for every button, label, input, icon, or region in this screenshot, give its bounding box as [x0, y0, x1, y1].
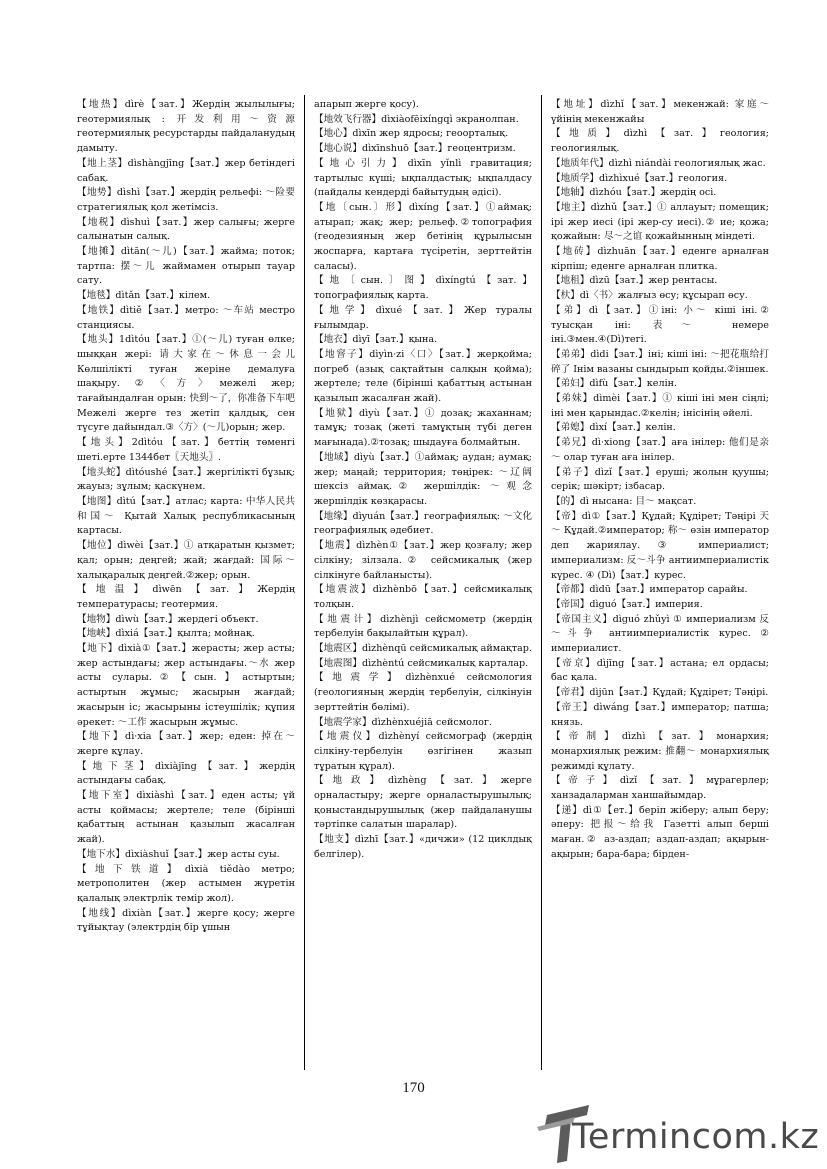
dictionary-entry: 【地线】dìxiàn【зат.】жерге қосу; жерге тұйықтау (электрдің бір ұшын: [77, 907, 295, 934]
dictionary-entry: 【地震图】dìzhèntú сейсмикалық карталар.: [314, 657, 529, 669]
dictionary-entry: 【弟】dì【зат.】①іні: 小～ кіші іні.② туысқан іні: 表～ немере іні.③мен.④(Dì)тегі.: [551, 304, 769, 346]
dictionary-entry: 【地质年代】dìzhì niándài геологиялық жас.: [551, 157, 766, 169]
dictionary-entry: 【地质学】dìzhìxué【зат.】геология.: [551, 172, 728, 184]
dictionary-entry: 【帝王】dìwáng【зат.】император; патша; князь.: [551, 701, 769, 728]
dictionary-entry: 【地下室】dìxiàshì【зат.】еден асты; үй асты қоймасы; жертеле; теле (бірінші қабаттың астынан қазылып жасалған жай).: [77, 790, 295, 846]
page-number: 170: [402, 1080, 425, 1096]
column-divider-left: [304, 95, 305, 1070]
dictionary-entry: 【地心说】dìxīnshuō【зат.】геоцентризм.: [314, 143, 516, 155]
dictionary-entry: 【地震学】dìzhènxué сейсмология (геологияның жердің тербелуін, сілкінуін зерттейтін бөлімі).: [314, 672, 532, 713]
dictionary-entry: 【地震】dìzhèn①【зат.】жер қозғалу; жер сілкіну; зілзала.② сейсмикалық (жер сілкінуге байланысты).: [314, 540, 532, 581]
dictionary-entry: 【地政】dìzhèng【зат.】жерге орналастыру; жерге орналастырушылық; қоныстандырушылық (жер пайдаланушы тәртіпке салатын шаралар).: [314, 775, 532, 831]
dictionary-entry: 【地租】dìzū【зат.】жер рентасы.: [551, 275, 718, 287]
dictionary-entry: 【地心】dìxīn жер ядросы; геоорталық.: [314, 128, 509, 140]
dictionary-column-1: [77, 98, 295, 936]
dictionary-entry: 【帝国主义】dìguó zhǔyì ① империализм 反～斗争 антиимпериалистік курес. ② империалист.: [551, 613, 769, 655]
dictionary-entry: 【地头】2dìtóu【зат.】беттің төменгі шеті.ерте 1344бет〖天地头〗.: [77, 437, 295, 463]
dictionary-entry: 【地毯】dìtǎn【зат.】кілем.: [77, 290, 211, 302]
dictionary-entry: 【地缘】dìyuán【зат.】географиялық: ～文化 географиялық әдебиет.: [314, 510, 532, 537]
dictionary-entry: 【地域】dìyù【зат.】①аймақ; аудан; аумақ; жер; маңай; территория; төңірек: ～辽阔 шексіз аймақ.② жершілдік: ～观念 жершілдік көзқарасы.: [314, 451, 532, 507]
dictionary-entry: 【地头蛇】dìtóushé【зат.】жергілікті бұзық; жауыз; зұлым; қаскүнем.: [77, 466, 295, 493]
dictionary-entry: 【地势】dìshì【зат.】жердің рельефі: ～险要 стратегиялық қол жетімсіз.: [77, 187, 295, 213]
dictionary-entry: 【地头】1dìtóu【зат.】①(～儿) туған өлке; шыққан жері: 请大家在～休息一会儿 Көлшілікті туған жеріне демалуға шақыру. ②〈方〉межелі жер; тағайындалған орын: 快到～了，你准备下车吧 Межелі жерге тез жетіп қалдық, сен түсуге дайындал.③〈方〉(～儿)орын; жер.: [77, 334, 295, 434]
dictionary-entry: 【地震学家】dìzhènxuéjiā сейсмолог.: [314, 716, 492, 728]
dictionary-entry: 【地下茎】dìxiàjīng【зат.】жердің астындағы сабақ.: [77, 760, 295, 787]
dictionary-column-3: [551, 98, 769, 863]
dictionary-entry: 【地下铁道】dìxià tiědào метро; метрополитен (жер астымен жүретін қалалық электрлік темір жол).: [77, 863, 295, 904]
dictionary-entry: 【弟兄】dì·xiong【зат.】аға інілер: 他们是亲～ олар туған аға інілер.: [551, 437, 769, 463]
dictionary-entry: 【帝君】dìjūn【зат.】Құдай; Құдірет; Тәңірі.: [551, 687, 769, 699]
dictionary-entry: 【弟妹】dìmèi【зат.】① кіші іні мен сіңлі; іні мен қарындас.②келін; інісінің әйелі.: [551, 393, 769, 419]
dictionary-entry: 【地支】dìzhī【зат.】«дичжи» (12 циклдық белгілер).: [314, 834, 532, 860]
dictionary-entry: 【地砖】dìzhuān【зат.】еденге арналған кірпіш; еденге арналған плитка.: [551, 246, 769, 272]
dictionary-entry: 【地学】dìxué【зат.】Жер туралы ғылымдар.: [314, 304, 532, 331]
dictionary-entry: 【地摊】dìtān(～儿)【зат.】жайма; поток; тартпа: 摆～儿 жаймамен отырып тауар сату.: [77, 246, 295, 287]
dictionary-entry: 【帝制】dìzhì【зат.】монархия; монархиялық режим: 推翻～ монархиялық режимді құлату.: [551, 731, 769, 772]
dictionary-entry: 【地下】dìxià①【зат.】жерасты; жер асты; жер астындағы; жер астындағы.～水 жер асты сулары.②【сын.】астыртын; астыртын жұмыс; жасырын жағдай; жасырын іс; жасырыны істеушілік; құпия әрекет: ～工作 жасырын жұмыс.: [77, 643, 295, 728]
dictionary-entry: 【地税】dìshuì【зат.】жер салығы; жерге салынатын салық.: [77, 216, 295, 243]
dictionary-entry: 【地衣】dìyī【зат.】қына.: [314, 334, 438, 346]
dictionary-entry: 【帝子】dìzǐ【зат.】мұрагерлер; ханзадаларман ханшайымдар.: [551, 775, 769, 802]
dictionary-entry: 【杕】dì〈书〉жалғыз өсу; құсырап өсу.: [551, 290, 748, 302]
dictionary-column-2: [314, 98, 532, 863]
dictionary-entry: 【弟子】dìzǐ【зат.】еруші; жолын қуушы; серік; шәкірт; ізбасар.: [551, 466, 769, 493]
dictionary-entry: 【地上茎】dìshàngjīng【зат.】жер бетіндегі сабақ.: [77, 157, 295, 184]
dictionary-entry: 【的】dì нысана: 目～ мақсат.: [551, 495, 697, 507]
dictionary-entry: 【地窨子】dìyìn·zi〈口〉【зат.】жерқойма; погреб (азық сақтайтын салқын қойма); жертеле; теле (бірінші қабаттың астынан қазылып жасалған жай).: [314, 348, 532, 405]
dictionary-entry: 【弟媳】dìxí【зат.】келін.: [551, 422, 676, 434]
dictionary-entry: 【地效飞行器】dìxiàofēixíngqì экранолпан.: [314, 113, 519, 125]
dictionary-entry: 【地温】dìwēn【зат.】Жердің температурасы; геотермия.: [77, 584, 295, 610]
dictionary-entry: 【地物】dìwù【зат.】жердегі объект.: [77, 613, 259, 625]
dictionary-entry: 【帝】dì①【зат.】Құдай; Құдірет; Тәңірі 天～ Құдай.②император; 称～ өзін император деп жариялау. ③ империалист; империализм: 反～斗争 антиимпериалистік күрес. ④ (Dì)【зат.】курес.: [551, 510, 769, 581]
dictionary-entry: 【地址】dìzhǐ【зат.】мекенжай: 家庭～ үйінің мекенжайы: [551, 99, 769, 125]
dictionary-entry: 【弟妇】dìfù【зат.】келін.: [551, 378, 678, 390]
dictionary-entry: 【地震区】dìzhènqū сейсмикалық аймақтар.: [314, 643, 532, 655]
dictionary-entry: 【地热】dìrè【зат.】Жердің жылылығы; геотермиялық : 开发利用～资源 геотермиялық ресурстарды пайдаланудың дамыту.: [77, 99, 295, 155]
dictionary-entry: 【地主】dìzhǔ【зат.】① аллауыт; помещик; ірі жер иесі (ірі жер-су иесі).② ие; қожа; қожайын: 尽～之谊 қожайынның міндеті.: [551, 201, 769, 243]
dictionary-entry: 【地铁】dìtiě【зат.】метро: ～车站 местро станциясы.: [77, 304, 295, 331]
dictionary-entry: 【地〔сын.〕图】dìxíngtú【зат.】топографиялық карта.: [314, 275, 532, 302]
dictionary-entry: 【地位】dìwèi【зат.】① атқаратын қызмет; қал; орын; деңгей; жай; жағдай: 国际～ халықаралық деңгей.②жер; орын.: [77, 540, 295, 581]
dictionary-entry: 【地图】dìtú【зат.】атлас; карта: 中华人民共和国～ Қытай Халық республикасының картасы.: [77, 495, 295, 537]
dictionary-entry: 【递】dì①【ет.】беріп жіберу; алып беру; әперу: 把报～给我 Газетті алып берші маған.② аз-аздап; аздап-аздап; ақырын-ақырын; бара-бара; бірден-: [551, 804, 769, 860]
dictionary-entry: апарып жерге қосу).: [314, 99, 419, 110]
dictionary-entry: 【地质】dìzhì【зат.】геология; геологиялық.: [551, 128, 769, 155]
dictionary-entry: 【地震计】dìzhènjì сейсмометр (жердің тербелуін бақылайтын құрал).: [314, 613, 532, 640]
dictionary-entry: 【帝都】dìdū【зат.】император сарайы.: [551, 584, 748, 596]
dictionary-entry: 【帝京】dìjīng【зат.】астана; ел ордасы; бас қала.: [551, 657, 769, 684]
dictionary-entry: 【地狱】dìyù【зат.】① дозақ; жаханнам; тамұқ; тозақ (жеті тамұқтың түбі деген мағынада).②тозақ; шыдауға болмайтын.: [314, 407, 532, 449]
column-divider-right: [541, 95, 542, 1070]
dictionary-entry: 【弟弟】dìdi【зат.】іні; кіші іні: ～把花瓶给打碎了 Інім вазаны сындырып қойды.②іншек.: [551, 348, 769, 375]
dictionary-entry: 【地震波】dìzhènbō【зат.】сейсмикалық толқын.: [314, 584, 532, 610]
dictionary-entry: 【地下】dì·xia【зат.】жер; еден: 掉在～ жерге құлау.: [77, 731, 295, 757]
dictionary-entry: 【地轴】dìzhóu【зат.】жердің осі.: [551, 187, 717, 199]
dictionary-entry: 【帝国】dìguó【зат.】империя.: [551, 598, 703, 610]
dictionary-entry: 【地〔сын.〕形】dìxíng【зат.】①аймақ; атырап; жақ; жер; рельеф.②топография (геодезияның жер бетінің құрылысын жоспарға, картаға түсіретін, зерттейтін саласы).: [314, 201, 532, 272]
dictionary-entry: 【地峡】dìxiá【зат.】қылта; мойнақ.: [77, 628, 255, 640]
dictionary-entry: 【地心引力】dìxīn yǐnlì гравитация; тартылыс күші; ықпалдастық; ықпалдасу (пайдалы кендерді байытудың әдісі).: [314, 157, 532, 199]
dictionary-entry: 【地下水】dìxiàshuǐ【зат.】жер асты суы.: [77, 848, 280, 860]
dictionary-entry: 【地震仪】dìzhènyí сейсмограф (жердің сілкіну-тербелуін өзгігінен жазып тұратын құрал).: [314, 731, 532, 772]
watermark-text: Termincom.kz: [572, 1117, 820, 1157]
